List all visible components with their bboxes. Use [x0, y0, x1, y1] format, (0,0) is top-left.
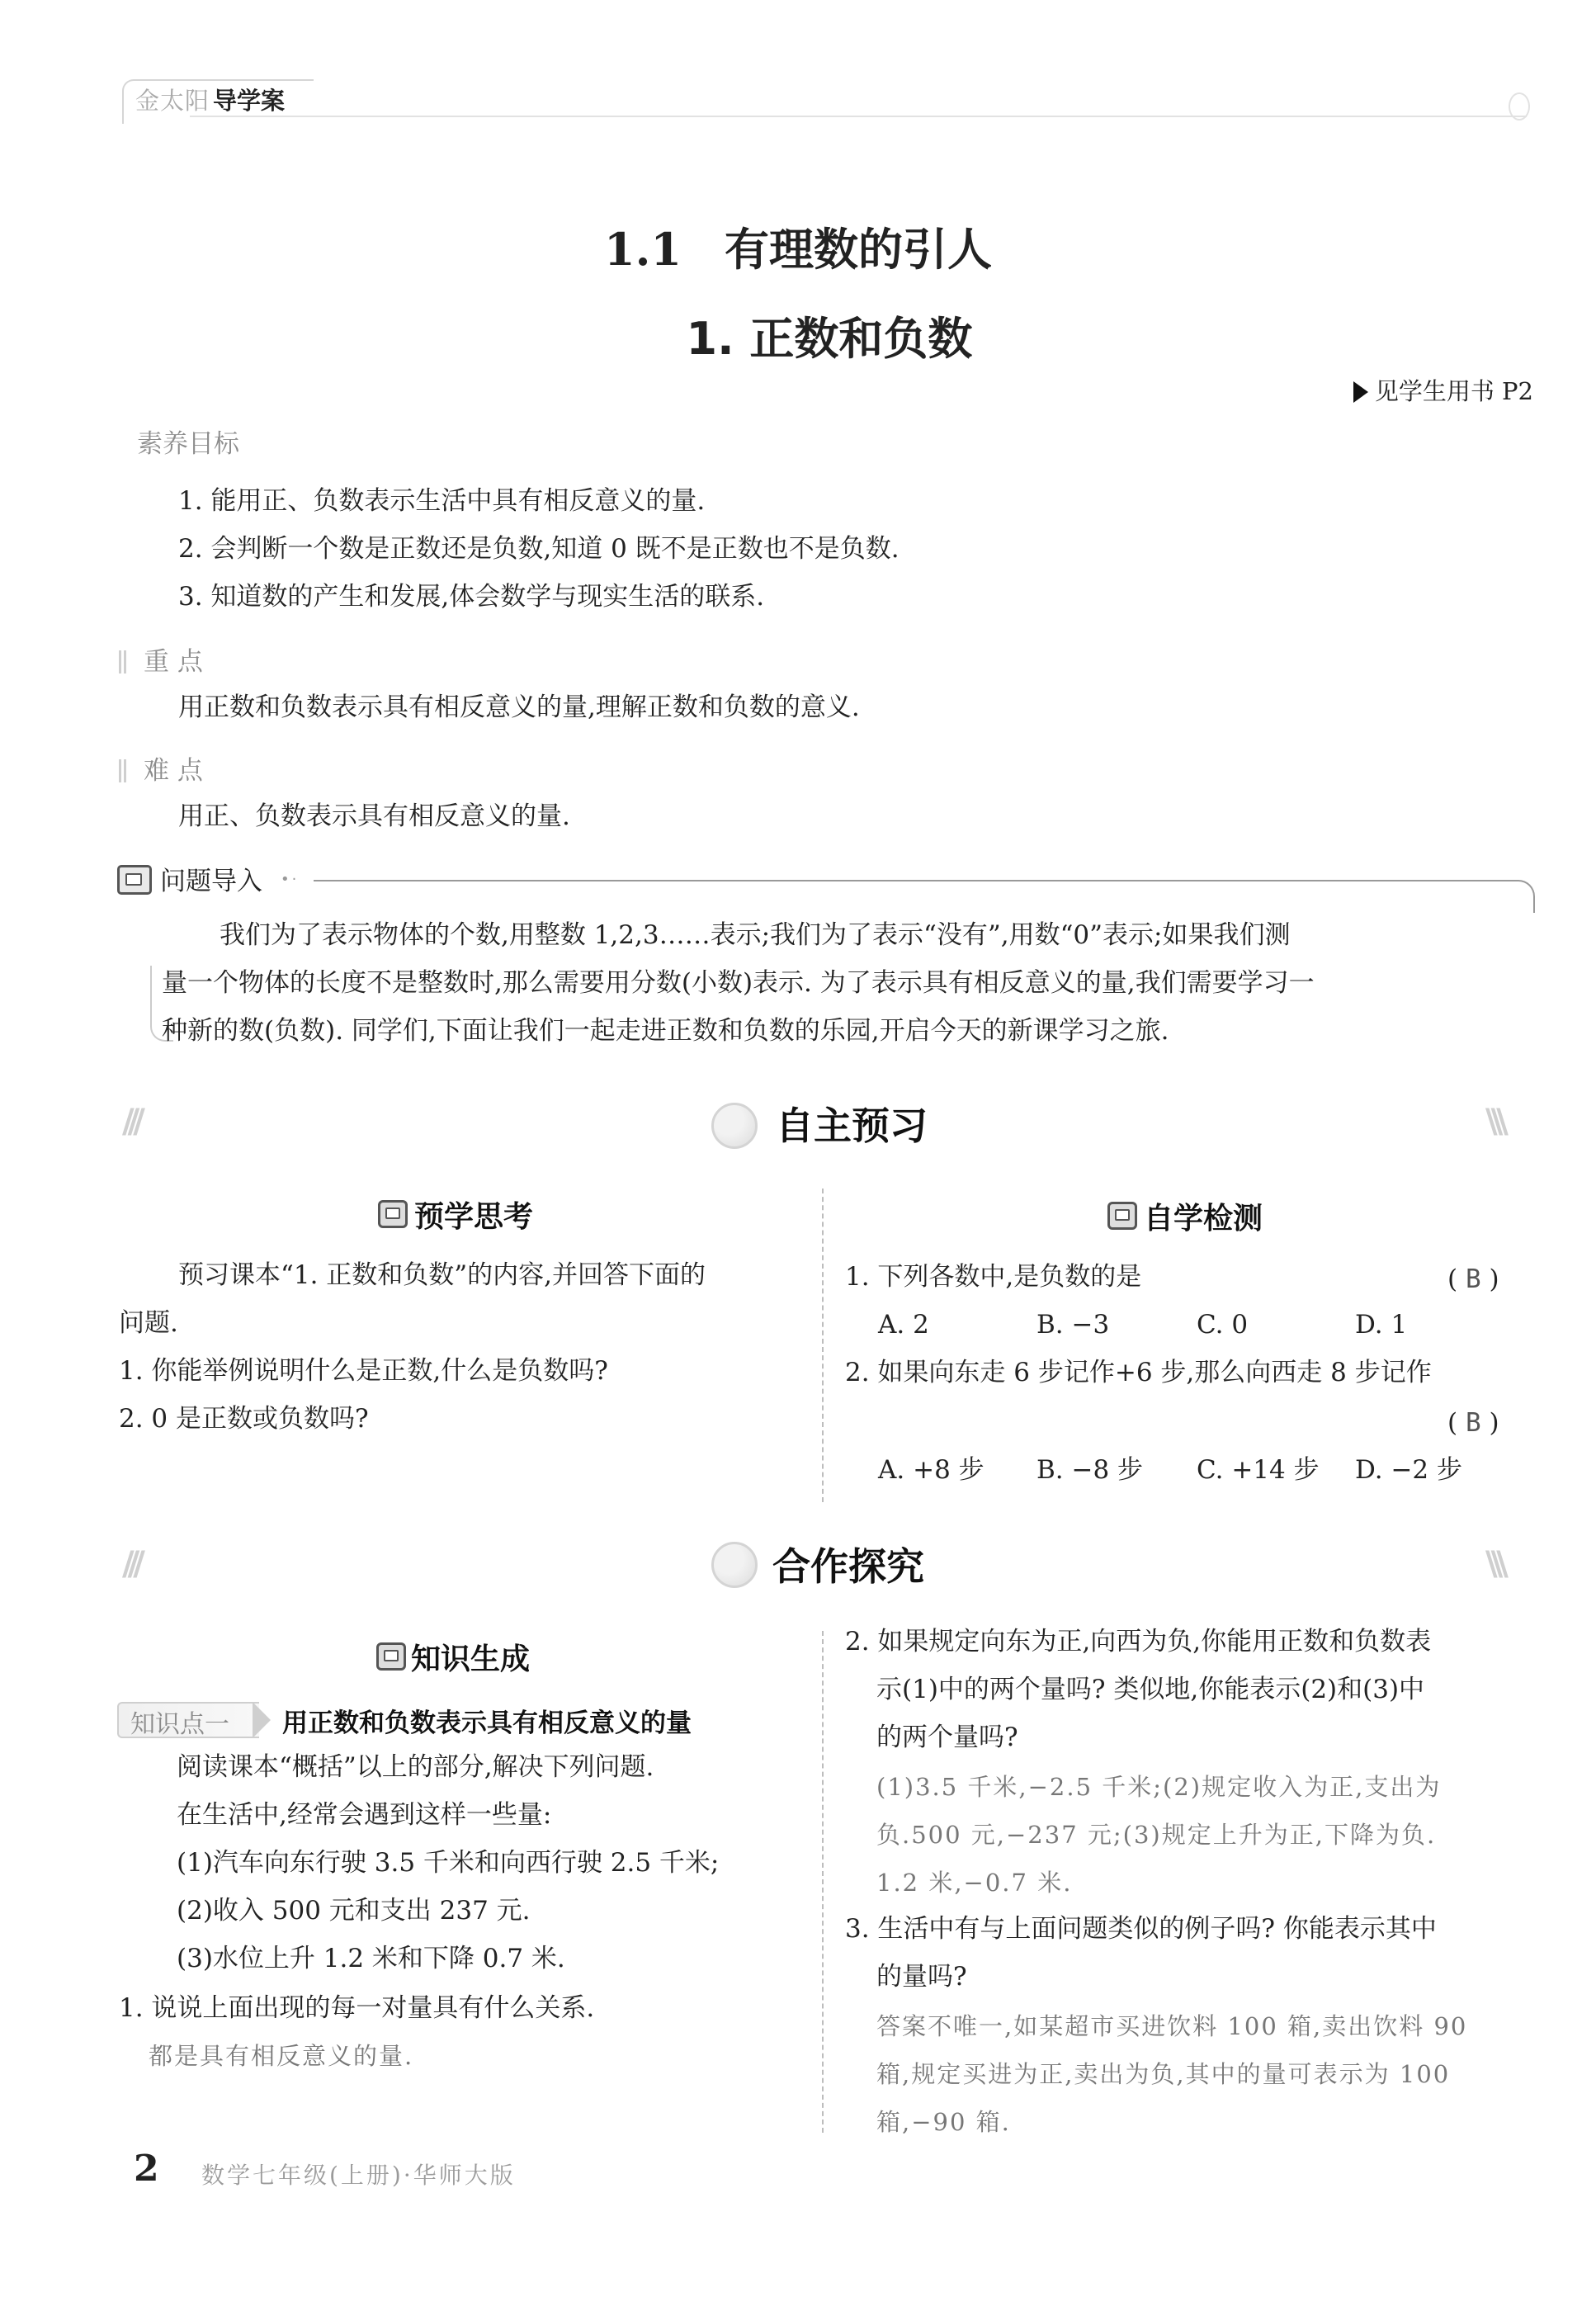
- knowledge-point-title: 用正数和负数表示具有相反意义的量: [282, 1708, 692, 1738]
- goal-item: 3. 知道数的产生和发展,体会数学与现实生活的联系.: [178, 582, 765, 612]
- knowledge-line: 阅读课本“概括”以上的部分,解决下列问题.: [177, 1752, 654, 1782]
- q3-line: 的量吗?: [876, 1962, 967, 1992]
- banner-slash-left: ///: [122, 1103, 139, 1141]
- header-rule: [190, 116, 1527, 117]
- goals-list: [178, 477, 900, 621]
- column-divider: [822, 1189, 824, 1502]
- problem-import-body: [162, 911, 1315, 1055]
- difficulty-text: 用正、负数表示具有相反意义的量.: [178, 801, 570, 831]
- check-q2-answer: B: [1465, 1408, 1481, 1438]
- preview-line: 问题.: [119, 1308, 178, 1338]
- preview-line: 1. 你能举例说明什么是正数,什么是负数吗?: [119, 1356, 608, 1386]
- self-study-banner: 自主预习: [776, 1104, 928, 1148]
- goal-item: 2. 会判断一个数是正数还是负数,知道 0 既不是正数也不是负数.: [178, 534, 900, 564]
- banner-slash-left: ///: [122, 1545, 139, 1583]
- knowledge-icon: [376, 1642, 406, 1671]
- section-marker-icon: [119, 759, 129, 782]
- problem-import-line: 种新的数(负数). 同学们,下面让我们一起走进正数和负数的乐园,开启今天的新课学习之旅.: [162, 1016, 1169, 1046]
- a2-line: 负.500 元,−237 元;(3)规定上升为正,下降为负.: [876, 1821, 1437, 1849]
- a3-line: 答案不唯一,如某超市买进饮料 100 箱,卖出饮料 90: [876, 2012, 1468, 2040]
- check-q1-answer-box: ( B ): [1447, 1264, 1499, 1294]
- knowledge-body: [177, 1743, 719, 1983]
- q2-line: 2. 如果规定向东为正,向西为负,你能用正数和负数表: [845, 1627, 1432, 1656]
- footer-text: 数学七年级(上册)·华师大版: [201, 2162, 516, 2189]
- section-name: 有理数的引人: [724, 224, 992, 276]
- check-q1-option: A. 2: [878, 1310, 929, 1340]
- banner-circle-icon: [711, 1542, 758, 1588]
- preview-line: 预习课本“1. 正数和负数”的内容,并回答下面的: [178, 1260, 706, 1290]
- column-divider: [822, 1631, 824, 2133]
- knowledge-point-tag-label: 知识点一: [130, 1710, 229, 1739]
- knowledge-title: 知识生成: [411, 1642, 531, 1676]
- knowledge-line: 在生活中,经常会遇到这样一些量:: [177, 1800, 552, 1830]
- preview-line: 2. 0 是正数或负数吗?: [119, 1404, 369, 1434]
- key-point-text: 用正数和负数表示具有相反意义的量,理解正数和负数的意义.: [178, 692, 860, 722]
- problem-import-line: 我们为了表示物体的个数,用整数 1,2,3……表示;我们为了表示“没有”,用数“0”表示;如果我们测: [220, 920, 1291, 950]
- check-q1-option: C. 0: [1197, 1310, 1249, 1340]
- banner-slash-right: \\\: [1485, 1545, 1502, 1583]
- preview-title: 预学思考: [414, 1200, 534, 1234]
- check-q2-answer-box: ( B ): [1447, 1408, 1499, 1438]
- key-point-label: 重 点: [144, 647, 203, 677]
- lesson-title: 1. 正数和负数: [686, 313, 973, 365]
- knowledge-line: (1)汽车向东行驶 3.5 千米和向西行驶 2.5 千米;: [177, 1848, 720, 1878]
- a2-line: 1.2 米,−0.7 米.: [876, 1869, 1073, 1897]
- header-end-ornament: [1509, 92, 1530, 121]
- a3-line: 箱,规定买进为正,卖出为负,其中的量可表示为 100: [876, 2060, 1451, 2088]
- check-q2-option: B. −8 步: [1036, 1455, 1144, 1485]
- student-book-reference: [1353, 373, 1533, 407]
- problem-import-line: 量一个物体的长度不是整数时,那么需要用分数(小数)表示. 为了表示具有相反意义的量,我们需要学习一: [162, 968, 1315, 998]
- a3-line: 箱,−90 箱.: [876, 2108, 1011, 2136]
- section-title: [0, 215, 1596, 278]
- triangle-pointer-icon: [1353, 381, 1368, 403]
- banner-slash-right: \\\: [1485, 1103, 1502, 1141]
- problem-import-icon: [117, 865, 152, 895]
- cooperation-a3: [876, 2002, 1467, 2146]
- page-number: 2: [134, 2148, 159, 2190]
- check-q1-option: D. 1: [1355, 1310, 1408, 1340]
- check-q1-stem: 1. 下列各数中,是负数的是: [845, 1262, 1142, 1292]
- brand-light: 金太阳: [135, 87, 210, 115]
- tag-arrow-icon: [253, 1702, 271, 1738]
- preview-body: [119, 1251, 706, 1443]
- reference-text: 见学生用书 P2: [1374, 377, 1533, 405]
- problem-import-dots: •·: [281, 871, 300, 888]
- self-check-icon: [1107, 1202, 1137, 1230]
- difficulty-label: 难 点: [144, 756, 203, 786]
- q2-line: 的两个量吗?: [876, 1723, 1018, 1752]
- preview-icon: [378, 1200, 408, 1228]
- cooperation-a2: [876, 1763, 1441, 1907]
- knowledge-a1: 都是具有相反意义的量.: [149, 2042, 414, 2070]
- check-q1-answer: B: [1465, 1264, 1481, 1294]
- knowledge-line: (2)收入 500 元和支出 237 元.: [177, 1896, 531, 1926]
- problem-import-rule: [314, 880, 1513, 881]
- problem-import-corner: [1512, 880, 1535, 913]
- q3-line: 3. 生活中有与上面问题类似的例子吗? 你能表示其中: [845, 1914, 1437, 1944]
- brand-bold: 导学案: [213, 87, 286, 115]
- knowledge-q1: 1. 说说上面出现的每一对量具有什么关系.: [119, 1993, 595, 2023]
- check-q2-option: C. +14 步: [1197, 1455, 1320, 1485]
- self-check-title: 自学检测: [1144, 1202, 1263, 1236]
- cooperation-q2: [845, 1618, 1431, 1761]
- problem-import-title: 问题导入: [160, 867, 262, 896]
- check-q2-option: A. +8 步: [878, 1455, 985, 1485]
- cooperation-banner: 合作探究: [772, 1544, 924, 1589]
- knowledge-line: (3)水位上升 1.2 米和下降 0.7 米.: [177, 1944, 565, 1973]
- difficulty-label-row: [119, 749, 203, 787]
- brand-logo: [135, 83, 285, 116]
- q2-line: 示(1)中的两个量吗? 类似地,你能表示(2)和(3)中: [876, 1675, 1425, 1704]
- a2-line: (1)3.5 千米,−2.5 千米;(2)规定收入为正,支出为: [876, 1773, 1442, 1801]
- key-point-label-row: [119, 640, 203, 678]
- banner-circle-icon: [711, 1103, 758, 1149]
- cooperation-q3: [845, 1905, 1437, 2001]
- section-marker-icon: [119, 650, 129, 673]
- check-q2-option: D. −2 步: [1355, 1455, 1463, 1485]
- check-q1-option: B. −3: [1036, 1310, 1110, 1340]
- check-q2-stem: 2. 如果向东走 6 步记作+6 步,那么向西走 8 步记作: [845, 1358, 1432, 1387]
- goal-item: 1. 能用正、负数表示生活中具有相反意义的量.: [178, 486, 706, 516]
- section-number: 1.1: [604, 223, 682, 276]
- goals-label: 素养目标: [137, 429, 239, 459]
